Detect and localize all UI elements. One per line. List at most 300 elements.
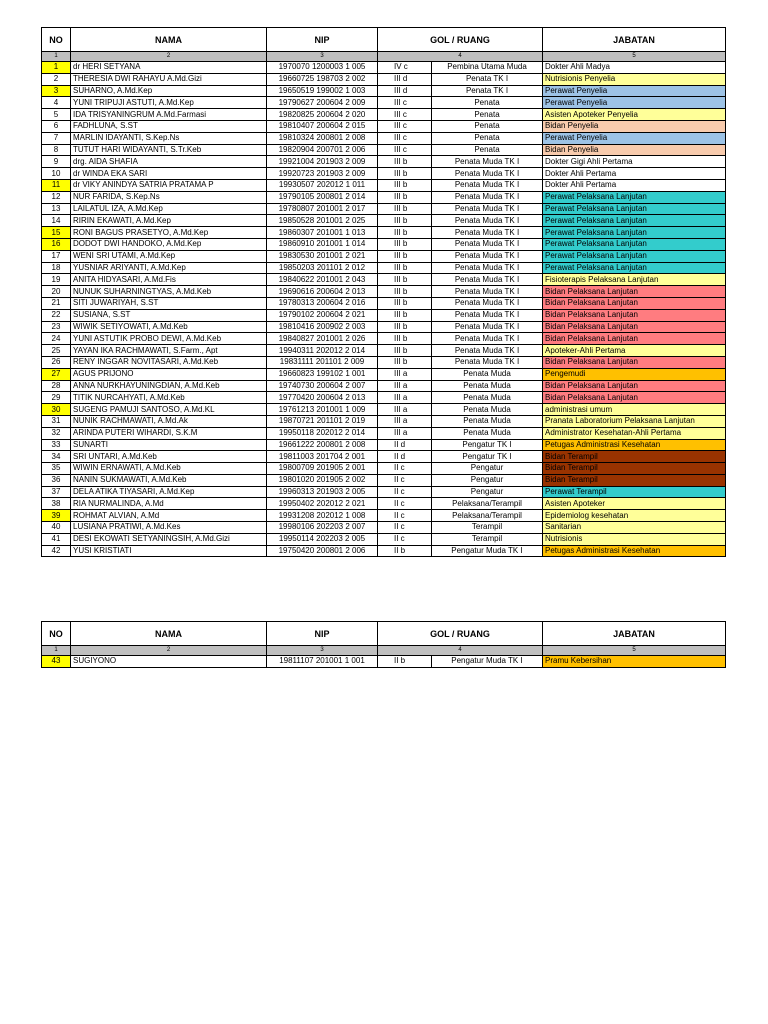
cell-jabatan[interactable]: Pengemudi	[543, 368, 726, 380]
cell-nama[interactable]: WIWIK SETIYOWATI, A.Md.Keb	[71, 321, 267, 333]
cell-nama[interactable]: LAILATUL IZA, A.Md.Kep	[71, 203, 267, 215]
cell-gol[interactable]: III b	[378, 168, 432, 180]
table-row[interactable]	[42, 62, 726, 74]
cell-jabatan[interactable]: Bidan Pelaksana Lanjutan	[543, 286, 726, 298]
cell-jabatan[interactable]: Fisioterapis Pelaksana Lanjutan	[543, 274, 726, 286]
cell-pangkat[interactable]: Penata Muda TK I	[432, 215, 543, 227]
cell-gol[interactable]: III b	[378, 191, 432, 203]
table-row[interactable]	[42, 451, 726, 463]
cell-jabatan[interactable]: Perawat Pelaksana Lanjutan	[543, 238, 726, 250]
cell-nama[interactable]: DESI EKOWATI SETYANINGSIH, A.Md.Gizi	[71, 533, 267, 545]
cell-jabatan[interactable]: Bidan Pelaksana Lanjutan	[543, 356, 726, 368]
cell-gol[interactable]: II c	[378, 510, 432, 522]
cell-gol[interactable]: II c	[378, 498, 432, 510]
table-row[interactable]	[42, 427, 726, 439]
cell-gol[interactable]: III b	[378, 262, 432, 274]
cell-gol[interactable]: II b	[378, 656, 432, 668]
table-row[interactable]	[42, 297, 726, 309]
cell-jabatan[interactable]: Perawat Pelaksana Lanjutan	[543, 191, 726, 203]
table-row[interactable]	[42, 120, 726, 132]
cell-nama[interactable]: DODOT DWI HANDOKO, A.Md.Kep	[71, 238, 267, 250]
cell-nip[interactable]: 19801020 201905 2 002	[267, 474, 378, 486]
table-row[interactable]	[42, 215, 726, 227]
cell-no[interactable]: 42	[42, 545, 71, 557]
table-row[interactable]	[42, 156, 726, 168]
cell-pangkat[interactable]: Penata Muda	[432, 380, 543, 392]
cell-nip[interactable]: 19840827 201001 2 026	[267, 333, 378, 345]
cell-no[interactable]: 32	[42, 427, 71, 439]
cell-jabatan[interactable]: Dokter Gigi Ahli Pertama	[543, 156, 726, 168]
header-gol-ruang[interactable]: GOL / RUANG	[378, 622, 543, 646]
cell-gol[interactable]: II c	[378, 533, 432, 545]
header-nip[interactable]: NIP	[267, 28, 378, 52]
cell-nip[interactable]: 19850203 201101 2 012	[267, 262, 378, 274]
cell-jabatan[interactable]: Apoteker-Ahli Pertama	[543, 345, 726, 357]
cell-no[interactable]: 22	[42, 309, 71, 321]
cell-nama[interactable]: RONI BAGUS PRASETYO, A.Md.Kep	[71, 227, 267, 239]
cell-pangkat[interactable]: Pengatur	[432, 486, 543, 498]
cell-jabatan[interactable]: Bidan Terampil	[543, 474, 726, 486]
cell-nip[interactable]: 19790105 200801 2 014	[267, 191, 378, 203]
cell-gol[interactable]: III b	[378, 297, 432, 309]
cell-jabatan[interactable]: Dokter Ahli Pertama	[543, 168, 726, 180]
cell-nama[interactable]: SUHARNO, A.Md.Kep	[71, 85, 267, 97]
cell-no[interactable]: 17	[42, 250, 71, 262]
table-row[interactable]	[42, 486, 726, 498]
header-no[interactable]: NO	[42, 28, 71, 52]
cell-no[interactable]: 15	[42, 227, 71, 239]
cell-nip[interactable]: 19690616 200604 2 013	[267, 286, 378, 298]
cell-nama[interactable]: RENY INGGAR NOVITASARI, A.Md.Keb	[71, 356, 267, 368]
header-nip[interactable]: NIP	[267, 622, 378, 646]
cell-pangkat[interactable]: Terampil	[432, 533, 543, 545]
cell-nip[interactable]: 19860307 201001 1 013	[267, 227, 378, 239]
cell-nip[interactable]: 19921004 201903 2 009	[267, 156, 378, 168]
cell-gol[interactable]: III b	[378, 333, 432, 345]
cell-nip[interactable]: 19820904 200701 2 006	[267, 144, 378, 156]
header-nama[interactable]: NAMA	[71, 622, 267, 646]
cell-no[interactable]: 6	[42, 120, 71, 132]
cell-no[interactable]: 39	[42, 510, 71, 522]
cell-nip[interactable]: 19800709 201905 2 001	[267, 463, 378, 475]
cell-nama[interactable]: YUNI ASTUTIK PROBO DEWI, A.Md.Keb	[71, 333, 267, 345]
cell-pangkat[interactable]: Penata Muda TK I	[432, 250, 543, 262]
cell-gol[interactable]: III b	[378, 179, 432, 191]
header-nama[interactable]: NAMA	[71, 28, 267, 52]
table-row[interactable]	[42, 368, 726, 380]
cell-pangkat[interactable]: Pengatur	[432, 463, 543, 475]
cell-pangkat[interactable]: Penata Muda TK I	[432, 274, 543, 286]
cell-pangkat[interactable]: Penata Muda TK I	[432, 156, 543, 168]
cell-nip[interactable]: 19950118 202012 2 014	[267, 427, 378, 439]
cell-nama[interactable]: WENI SRI UTAMI, A.Md.Kep	[71, 250, 267, 262]
cell-pangkat[interactable]: Penata Muda TK I	[432, 203, 543, 215]
cell-nama[interactable]: ROHMAT ALVIAN, A.Md	[71, 510, 267, 522]
table-row[interactable]	[42, 533, 726, 545]
cell-nama[interactable]: drg. AIDA SHAFIA	[71, 156, 267, 168]
cell-pangkat[interactable]: Penata	[432, 132, 543, 144]
cell-nip[interactable]: 19980106 202203 2 007	[267, 522, 378, 534]
table-row[interactable]	[42, 250, 726, 262]
header-no[interactable]: NO	[42, 622, 71, 646]
cell-jabatan[interactable]: Bidan Pelaksana Lanjutan	[543, 392, 726, 404]
cell-nip[interactable]: 19930507 202012 1 011	[267, 179, 378, 191]
cell-jabatan[interactable]: Dokter Ahli Pertama	[543, 179, 726, 191]
cell-pangkat[interactable]: Penata Muda TK I	[432, 297, 543, 309]
cell-jabatan[interactable]: Bidan Pelaksana Lanjutan	[543, 309, 726, 321]
cell-nama[interactable]: ARINDA PUTERI WIHARDI, S.K.M	[71, 427, 267, 439]
table-row[interactable]	[42, 380, 726, 392]
cell-nama[interactable]: AGUS PRIJONO	[71, 368, 267, 380]
cell-jabatan[interactable]: Perawat Pelaksana Lanjutan	[543, 250, 726, 262]
cell-gol[interactable]: III d	[378, 73, 432, 85]
cell-no[interactable]: 37	[42, 486, 71, 498]
cell-nip[interactable]: 19870721 201101 2 019	[267, 415, 378, 427]
cell-gol[interactable]: III b	[378, 356, 432, 368]
cell-no[interactable]: 21	[42, 297, 71, 309]
cell-nama[interactable]: DELA ATIKA TIYASARI, A.Md.Kep	[71, 486, 267, 498]
cell-nama[interactable]: ANNA NURKHAYUNINGDIAN, A.Md.Keb	[71, 380, 267, 392]
cell-no[interactable]: 8	[42, 144, 71, 156]
cell-nip[interactable]: 19820825 200604 2 020	[267, 109, 378, 121]
cell-pangkat[interactable]: Penata Muda TK I	[432, 179, 543, 191]
cell-jabatan[interactable]: Sanitarian	[543, 522, 726, 534]
cell-gol[interactable]: III b	[378, 274, 432, 286]
cell-nip[interactable]: 19950402 202012 2 021	[267, 498, 378, 510]
cell-gol[interactable]: III d	[378, 85, 432, 97]
cell-pangkat[interactable]: Penata Muda TK I	[432, 227, 543, 239]
cell-nip[interactable]: 19780313 200604 2 016	[267, 297, 378, 309]
cell-gol[interactable]: III a	[378, 415, 432, 427]
cell-gol[interactable]: II d	[378, 439, 432, 451]
cell-jabatan[interactable]: Petugas Administrasi Kesehatan	[543, 545, 726, 557]
cell-pangkat[interactable]: Penata Muda TK I	[432, 356, 543, 368]
cell-nama[interactable]: NUNUK SUHARNINGTYAS, A.Md.Keb	[71, 286, 267, 298]
cell-pangkat[interactable]: Pengatur TK I	[432, 451, 543, 463]
cell-gol[interactable]: III b	[378, 345, 432, 357]
table-row[interactable]	[42, 227, 726, 239]
cell-pangkat[interactable]: Penata	[432, 97, 543, 109]
cell-nama[interactable]: SITI JUWARIYAH, S.ST	[71, 297, 267, 309]
cell-jabatan[interactable]: Perawat Terampil	[543, 486, 726, 498]
cell-pangkat[interactable]: Pengatur	[432, 474, 543, 486]
cell-pangkat[interactable]: Penata Muda TK I	[432, 191, 543, 203]
cell-pangkat[interactable]: Penata Muda TK I	[432, 238, 543, 250]
table-row[interactable]	[42, 191, 726, 203]
cell-gol[interactable]: III b	[378, 321, 432, 333]
cell-nama[interactable]: WIWIN ERNAWATI, A.Md.Keb	[71, 463, 267, 475]
cell-jabatan[interactable]: Bidan Pelaksana Lanjutan	[543, 380, 726, 392]
cell-pangkat[interactable]: Penata Muda	[432, 392, 543, 404]
cell-gol[interactable]: III c	[378, 109, 432, 121]
cell-no[interactable]: 5	[42, 109, 71, 121]
cell-nip[interactable]: 19810407 200604 2 015	[267, 120, 378, 132]
cell-nip[interactable]: 19650519 199002 1 003	[267, 85, 378, 97]
cell-jabatan[interactable]: Dokter Ahli Madya	[543, 62, 726, 74]
cell-pangkat[interactable]: Pelaksana/Terampil	[432, 510, 543, 522]
cell-gol[interactable]: III b	[378, 286, 432, 298]
cell-nama[interactable]: dr WINDA EKA SARI	[71, 168, 267, 180]
cell-pangkat[interactable]: Penata Muda TK I	[432, 286, 543, 298]
table-row[interactable]	[42, 656, 726, 668]
cell-pangkat[interactable]: Pengatur Muda TK I	[432, 545, 543, 557]
cell-gol[interactable]: III b	[378, 309, 432, 321]
cell-gol[interactable]: III b	[378, 215, 432, 227]
table-row[interactable]	[42, 345, 726, 357]
cell-no[interactable]: 41	[42, 533, 71, 545]
cell-nama[interactable]: YUSNIAR ARIYANTI, A.Md.Kep	[71, 262, 267, 274]
cell-no[interactable]: 31	[42, 415, 71, 427]
cell-no[interactable]: 11	[42, 179, 71, 191]
cell-nip[interactable]: 19931208 202012 1 008	[267, 510, 378, 522]
table-row[interactable]	[42, 109, 726, 121]
cell-nip[interactable]: 19811107 201001 1 001	[267, 656, 378, 668]
cell-nama[interactable]: RIA NURMALINDA, A.Md	[71, 498, 267, 510]
cell-gol[interactable]: III b	[378, 203, 432, 215]
cell-pangkat[interactable]: Penata	[432, 109, 543, 121]
table-row[interactable]	[42, 168, 726, 180]
cell-jabatan[interactable]: Bidan Pelaksana Lanjutan	[543, 297, 726, 309]
cell-gol[interactable]: III b	[378, 227, 432, 239]
cell-jabatan[interactable]: Asisten Apoteker Penyelia	[543, 109, 726, 121]
table-row[interactable]	[42, 415, 726, 427]
header-gol-ruang[interactable]: GOL / RUANG	[378, 28, 543, 52]
cell-no[interactable]: 33	[42, 439, 71, 451]
cell-nama[interactable]: SUSIANA, S.ST	[71, 309, 267, 321]
cell-pangkat[interactable]: Penata TK I	[432, 73, 543, 85]
cell-nama[interactable]: SRI UNTARI, A.Md.Keb	[71, 451, 267, 463]
cell-nip[interactable]: 19830530 201001 2 021	[267, 250, 378, 262]
cell-no[interactable]: 34	[42, 451, 71, 463]
table-row[interactable]	[42, 404, 726, 416]
cell-no[interactable]: 35	[42, 463, 71, 475]
cell-gol[interactable]: III a	[378, 380, 432, 392]
cell-gol[interactable]: II c	[378, 486, 432, 498]
cell-gol[interactable]: III c	[378, 144, 432, 156]
cell-gol[interactable]: III c	[378, 132, 432, 144]
cell-pangkat[interactable]: Penata	[432, 120, 543, 132]
cell-gol[interactable]: III a	[378, 368, 432, 380]
cell-gol[interactable]: II d	[378, 451, 432, 463]
cell-jabatan[interactable]: Perawat Penyelia	[543, 85, 726, 97]
table-row[interactable]	[42, 522, 726, 534]
cell-nama[interactable]: MARLIN IDAYANTI, S.Kep.Ns	[71, 132, 267, 144]
cell-jabatan[interactable]: Perawat Pelaksana Lanjutan	[543, 227, 726, 239]
cell-pangkat[interactable]: Terampil	[432, 522, 543, 534]
cell-nip[interactable]: 19850528 201001 2 025	[267, 215, 378, 227]
table-row[interactable]	[42, 474, 726, 486]
cell-gol[interactable]: III a	[378, 404, 432, 416]
cell-jabatan[interactable]: Pramu Kebersihan	[543, 656, 726, 668]
cell-gol[interactable]: III b	[378, 250, 432, 262]
cell-nip[interactable]: 19660823 199102 1 001	[267, 368, 378, 380]
cell-nama[interactable]: NUNIK RACHMAWATI, A.Md.Ak	[71, 415, 267, 427]
cell-nip[interactable]: 19740730 200604 2 007	[267, 380, 378, 392]
cell-nama[interactable]: YUSI KRISTIATI	[71, 545, 267, 557]
cell-no[interactable]: 4	[42, 97, 71, 109]
cell-no[interactable]: 9	[42, 156, 71, 168]
cell-no[interactable]: 12	[42, 191, 71, 203]
cell-no[interactable]: 40	[42, 522, 71, 534]
cell-pangkat[interactable]: Pengatur Muda TK I	[432, 656, 543, 668]
cell-nama[interactable]: SUNARTI	[71, 439, 267, 451]
cell-nama[interactable]: IDA TRISYANINGRUM A.Md.Farmasi	[71, 109, 267, 121]
cell-gol[interactable]: III a	[378, 427, 432, 439]
table-row[interactable]	[42, 238, 726, 250]
cell-nip[interactable]: 19761213 201001 1 009	[267, 404, 378, 416]
cell-gol[interactable]: III a	[378, 392, 432, 404]
cell-nama[interactable]: RIRIN EKAWATI, A.Md.Kep	[71, 215, 267, 227]
cell-pangkat[interactable]: Penata Muda TK I	[432, 309, 543, 321]
table-row[interactable]	[42, 97, 726, 109]
cell-nip[interactable]: 19840622 201001 2 043	[267, 274, 378, 286]
cell-no[interactable]: 38	[42, 498, 71, 510]
cell-nama[interactable]: YUNI TRIPUJI ASTUTI, A.Md.Kep	[71, 97, 267, 109]
cell-no[interactable]: 7	[42, 132, 71, 144]
cell-nip[interactable]: 19831111 201101 2 009	[267, 356, 378, 368]
cell-jabatan[interactable]: Perawat Pelaksana Lanjutan	[543, 262, 726, 274]
cell-nip[interactable]: 19790102 200604 2 021	[267, 309, 378, 321]
cell-nama[interactable]: dr VIKY ANINDYA SATRIA PRATAMA P	[71, 179, 267, 191]
table-row[interactable]	[42, 463, 726, 475]
table-row[interactable]	[42, 203, 726, 215]
cell-nama[interactable]: LUSIANA PRATIWI, A.Md.Kes	[71, 522, 267, 534]
table-row[interactable]	[42, 262, 726, 274]
cell-pangkat[interactable]: Penata Muda	[432, 404, 543, 416]
cell-no[interactable]: 28	[42, 380, 71, 392]
cell-pangkat[interactable]: Penata Muda	[432, 427, 543, 439]
table-row[interactable]	[42, 439, 726, 451]
cell-nip[interactable]: 19950114 202203 2 005	[267, 533, 378, 545]
cell-no[interactable]: 43	[42, 656, 71, 668]
cell-no[interactable]: 26	[42, 356, 71, 368]
cell-pangkat[interactable]: Penata Muda	[432, 368, 543, 380]
cell-pangkat[interactable]: Pengatur TK I	[432, 439, 543, 451]
table-row[interactable]	[42, 510, 726, 522]
cell-nip[interactable]: 19660725 198703 2 002	[267, 73, 378, 85]
cell-jabatan[interactable]: Petugas Administrasi Kesehatan	[543, 439, 726, 451]
cell-nip[interactable]: 19811003 201704 2 001	[267, 451, 378, 463]
cell-jabatan[interactable]: Epidemiolog kesehatan	[543, 510, 726, 522]
table-row[interactable]	[42, 73, 726, 85]
cell-pangkat[interactable]: Penata Muda	[432, 415, 543, 427]
cell-nama[interactable]: THERESIA DWI RAHAYU A.Md.Gizi	[71, 73, 267, 85]
cell-pangkat[interactable]: Pelaksana/Terampil	[432, 498, 543, 510]
cell-pangkat[interactable]: Penata Muda TK I	[432, 168, 543, 180]
cell-pangkat[interactable]: Penata Muda TK I	[432, 345, 543, 357]
cell-gol[interactable]: II c	[378, 522, 432, 534]
table-row[interactable]	[42, 498, 726, 510]
cell-nama[interactable]: FADHLUNA, S.ST	[71, 120, 267, 132]
table-row[interactable]	[42, 179, 726, 191]
cell-jabatan[interactable]: Bidan Pelaksana Lanjutan	[543, 321, 726, 333]
cell-nama[interactable]: dr HERI SETYANA	[71, 62, 267, 74]
cell-jabatan[interactable]: Asisten Apoteker	[543, 498, 726, 510]
cell-no[interactable]: 30	[42, 404, 71, 416]
table-row[interactable]	[42, 85, 726, 97]
table-row[interactable]	[42, 309, 726, 321]
table-row[interactable]	[42, 286, 726, 298]
cell-nama[interactable]: SUGENG PAMUJI SANTOSO, A.Md.KL	[71, 404, 267, 416]
cell-no[interactable]: 25	[42, 345, 71, 357]
table-row[interactable]	[42, 132, 726, 144]
cell-no[interactable]: 19	[42, 274, 71, 286]
cell-nama[interactable]: SUGIYONO	[71, 656, 267, 668]
table-row[interactable]	[42, 274, 726, 286]
cell-gol[interactable]: III c	[378, 97, 432, 109]
cell-nip[interactable]: 19960313 201903 2 005	[267, 486, 378, 498]
cell-no[interactable]: 1	[42, 62, 71, 74]
cell-pangkat[interactable]: Penata TK I	[432, 85, 543, 97]
cell-gol[interactable]: II c	[378, 474, 432, 486]
cell-nama[interactable]: NANIN SUKMAWATI, A.Md.Keb	[71, 474, 267, 486]
cell-jabatan[interactable]: Bidan Terampil	[543, 463, 726, 475]
cell-no[interactable]: 16	[42, 238, 71, 250]
cell-nip[interactable]: 19750420 200801 2 006	[267, 545, 378, 557]
cell-nip[interactable]: 19790627 200604 2 009	[267, 97, 378, 109]
table-row[interactable]	[42, 321, 726, 333]
cell-pangkat[interactable]: Penata	[432, 144, 543, 156]
cell-jabatan[interactable]: Bidan Terampil	[543, 451, 726, 463]
cell-nip[interactable]: 19810416 200902 2 003	[267, 321, 378, 333]
cell-gol[interactable]: III b	[378, 238, 432, 250]
cell-nip[interactable]: 19860910 201001 1 014	[267, 238, 378, 250]
cell-gol[interactable]: IV c	[378, 62, 432, 74]
cell-nama[interactable]: ANITA HIDYASARI, A.Md.Fis	[71, 274, 267, 286]
cell-gol[interactable]: III b	[378, 156, 432, 168]
table-row[interactable]	[42, 545, 726, 557]
cell-no[interactable]: 27	[42, 368, 71, 380]
cell-no[interactable]: 10	[42, 168, 71, 180]
cell-no[interactable]: 36	[42, 474, 71, 486]
cell-jabatan[interactable]: Bidan Penyelia	[543, 144, 726, 156]
cell-no[interactable]: 3	[42, 85, 71, 97]
table-row[interactable]	[42, 144, 726, 156]
cell-no[interactable]: 18	[42, 262, 71, 274]
cell-nip[interactable]: 19780807 201001 2 017	[267, 203, 378, 215]
table-row[interactable]	[42, 392, 726, 404]
cell-pangkat[interactable]: Penata Muda TK I	[432, 333, 543, 345]
cell-no[interactable]: 13	[42, 203, 71, 215]
cell-jabatan[interactable]: Bidan Penyelia	[543, 120, 726, 132]
header-jabatan[interactable]: JABATAN	[543, 622, 726, 646]
cell-nip[interactable]: 19661222 200801 2 008	[267, 439, 378, 451]
cell-no[interactable]: 20	[42, 286, 71, 298]
cell-jabatan[interactable]: administrasi umum	[543, 404, 726, 416]
table-row[interactable]	[42, 356, 726, 368]
cell-nama[interactable]: TITIK NURCAHYATI, A.Md.Keb	[71, 392, 267, 404]
cell-no[interactable]: 24	[42, 333, 71, 345]
cell-jabatan[interactable]: Pranata Laboratorium Pelaksana Lanjutan	[543, 415, 726, 427]
cell-jabatan[interactable]: Nutrisionis	[543, 533, 726, 545]
cell-jabatan[interactable]: Perawat Pelaksana Lanjutan	[543, 203, 726, 215]
cell-nip[interactable]: 1970070 1200003 1 005	[267, 62, 378, 74]
cell-jabatan[interactable]: Perawat Penyelia	[543, 132, 726, 144]
cell-pangkat[interactable]: Penata Muda TK I	[432, 262, 543, 274]
cell-jabatan[interactable]: Perawat Penyelia	[543, 97, 726, 109]
header-jabatan[interactable]: JABATAN	[543, 28, 726, 52]
cell-nama[interactable]: NUR FARIDA, S.Kep.Ns	[71, 191, 267, 203]
cell-no[interactable]: 2	[42, 73, 71, 85]
cell-pangkat[interactable]: Pembina Utama Muda	[432, 62, 543, 74]
cell-jabatan[interactable]: Administrator Kesehatan-Ahli Pertama	[543, 427, 726, 439]
cell-nip[interactable]: 19810324 200801 2 008	[267, 132, 378, 144]
cell-nip[interactable]: 19770420 200604 2 013	[267, 392, 378, 404]
cell-nip[interactable]: 19920723 201903 2 009	[267, 168, 378, 180]
cell-nama[interactable]: YAYAN IKA RACHMAWATI, S.Farm., Apt	[71, 345, 267, 357]
cell-no[interactable]: 14	[42, 215, 71, 227]
cell-gol[interactable]: III c	[378, 120, 432, 132]
